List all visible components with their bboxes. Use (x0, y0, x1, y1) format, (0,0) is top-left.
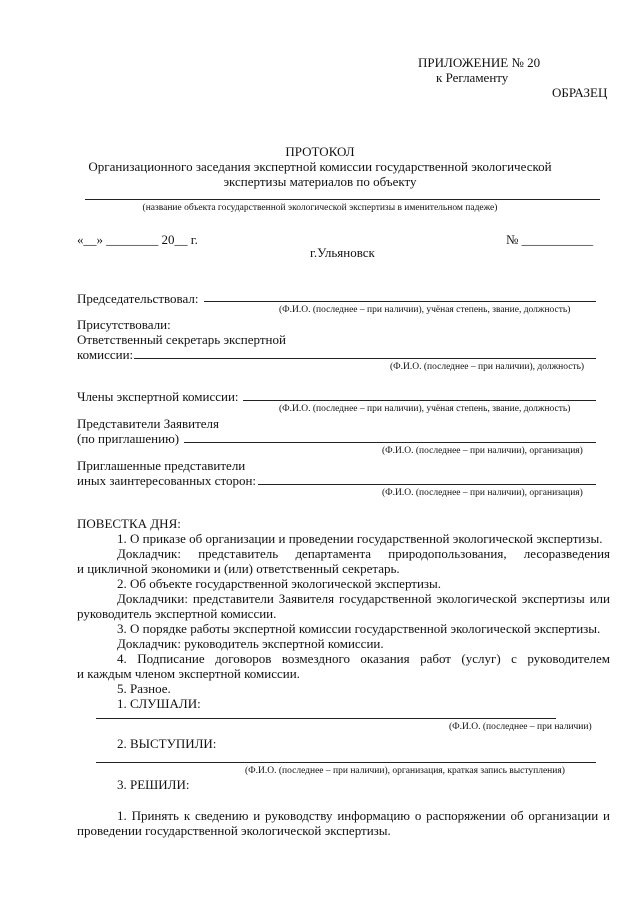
invited-hint: (Ф.И.О. (последнее – при наличии), организация) (382, 488, 583, 498)
members-line (243, 400, 596, 401)
sample-mark: ОБРАЗЕЦ (552, 85, 608, 100)
decided-heading: 3. РЕШИЛИ: (117, 777, 190, 792)
agenda-item-1-speaker-cont: и цикличной экономики и (или) ответственный секретарь. (77, 561, 400, 576)
agenda-heading: ПОВЕСТКА ДНЯ: (77, 516, 181, 531)
spoke-heading: 2. ВЫСТУПИЛИ: (117, 736, 217, 751)
object-name-hint: (название объекта государственной экологической экспертизы в именительном падеже) (142, 203, 498, 213)
heard-line (96, 718, 556, 719)
agenda-item-5: 5. Разное. (117, 681, 171, 696)
document-title: ПРОТОКОЛ (285, 144, 355, 159)
agenda-item-1: 1. О приказе об организации и проведении государственной экологической экспертизы. (117, 531, 603, 546)
title-line-2: экспертизы материалов по объекту (223, 174, 417, 189)
applicant-line (184, 442, 596, 443)
agenda-item-4: 4. Подписание договоров возмездного оказания работ (услуг) с руководителем (117, 651, 610, 666)
applicant-label-2: (по приглашению) (77, 431, 180, 446)
appendix-regulation: к Регламенту (436, 70, 509, 85)
chair-hint: (Ф.И.О. (последнее – при наличии), учёная степень, звание, должность) (279, 305, 571, 315)
applicant-label-1: Представители Заявителя (77, 416, 219, 431)
members-hint: (Ф.И.О. (последнее – при наличии), учёная степень, звание, должность) (279, 404, 571, 414)
present-label: Присутствовали: (77, 317, 171, 332)
decision-item-1: 1. Принять к сведению и руководству информацию о распоряжении об организации и (117, 808, 610, 823)
agenda-item-2-speaker-cont: руководитель экспертной комиссии. (77, 606, 277, 621)
decision-item-1-cont: проведении государственной экологической экспертизы. (77, 823, 391, 838)
object-name-line (85, 199, 600, 200)
appendix-number: ПРИЛОЖЕНИЕ № 20 (418, 55, 541, 70)
protocol-number: № ___________ (506, 232, 594, 247)
applicant-hint: (Ф.И.О. (последнее – при наличии), организация) (382, 446, 583, 456)
agenda-item-3-speaker: Докладчик: руководитель экспертной комиссии. (117, 636, 384, 651)
chair-line (204, 301, 596, 302)
heard-heading: 1. СЛУШАЛИ: (117, 696, 201, 711)
invited-label-2: иных заинтересованных сторон: (77, 473, 257, 488)
secretary-label-2: комиссии: (77, 347, 134, 362)
secretary-hint: (Ф.И.О. (последнее – при наличии), должность) (390, 362, 585, 372)
agenda-item-2-speaker: Докладчики: представители Заявителя государственной экологической экспертизы или (117, 591, 610, 606)
date-field: «__» ________ 20__ г. (77, 232, 198, 247)
title-line-1: Организационного заседания экспертной комиссии государственной экологической (88, 159, 552, 174)
agenda-item-1-speaker: Докладчик: представитель департамента природопользования, лесоразведения (117, 546, 610, 561)
city: г.Ульяновск (310, 245, 375, 260)
spoke-hint: (Ф.И.О. (последнее – при наличии), организация, краткая запись выступления) (245, 766, 565, 776)
secretary-line (134, 358, 596, 359)
agenda-item-2: 2. Об объекте государственной экологической экспертизы. (117, 576, 442, 591)
invited-label-1: Приглашенные представители (77, 458, 246, 473)
chair-label: Председательствовал: (77, 291, 199, 306)
invited-line (258, 484, 596, 485)
agenda-item-4-cont: и каждым членом экспертной комиссии. (77, 666, 300, 681)
secretary-label-1: Ответственный секретарь экспертной (77, 332, 286, 347)
heard-hint: (Ф.И.О. (последнее – при наличии) (449, 722, 592, 732)
spoke-line (96, 762, 596, 763)
members-label: Члены экспертной комиссии: (77, 389, 239, 404)
agenda-item-3: 3. О порядке работы экспертной комиссии государственной экологической экспертизы. (117, 621, 601, 636)
